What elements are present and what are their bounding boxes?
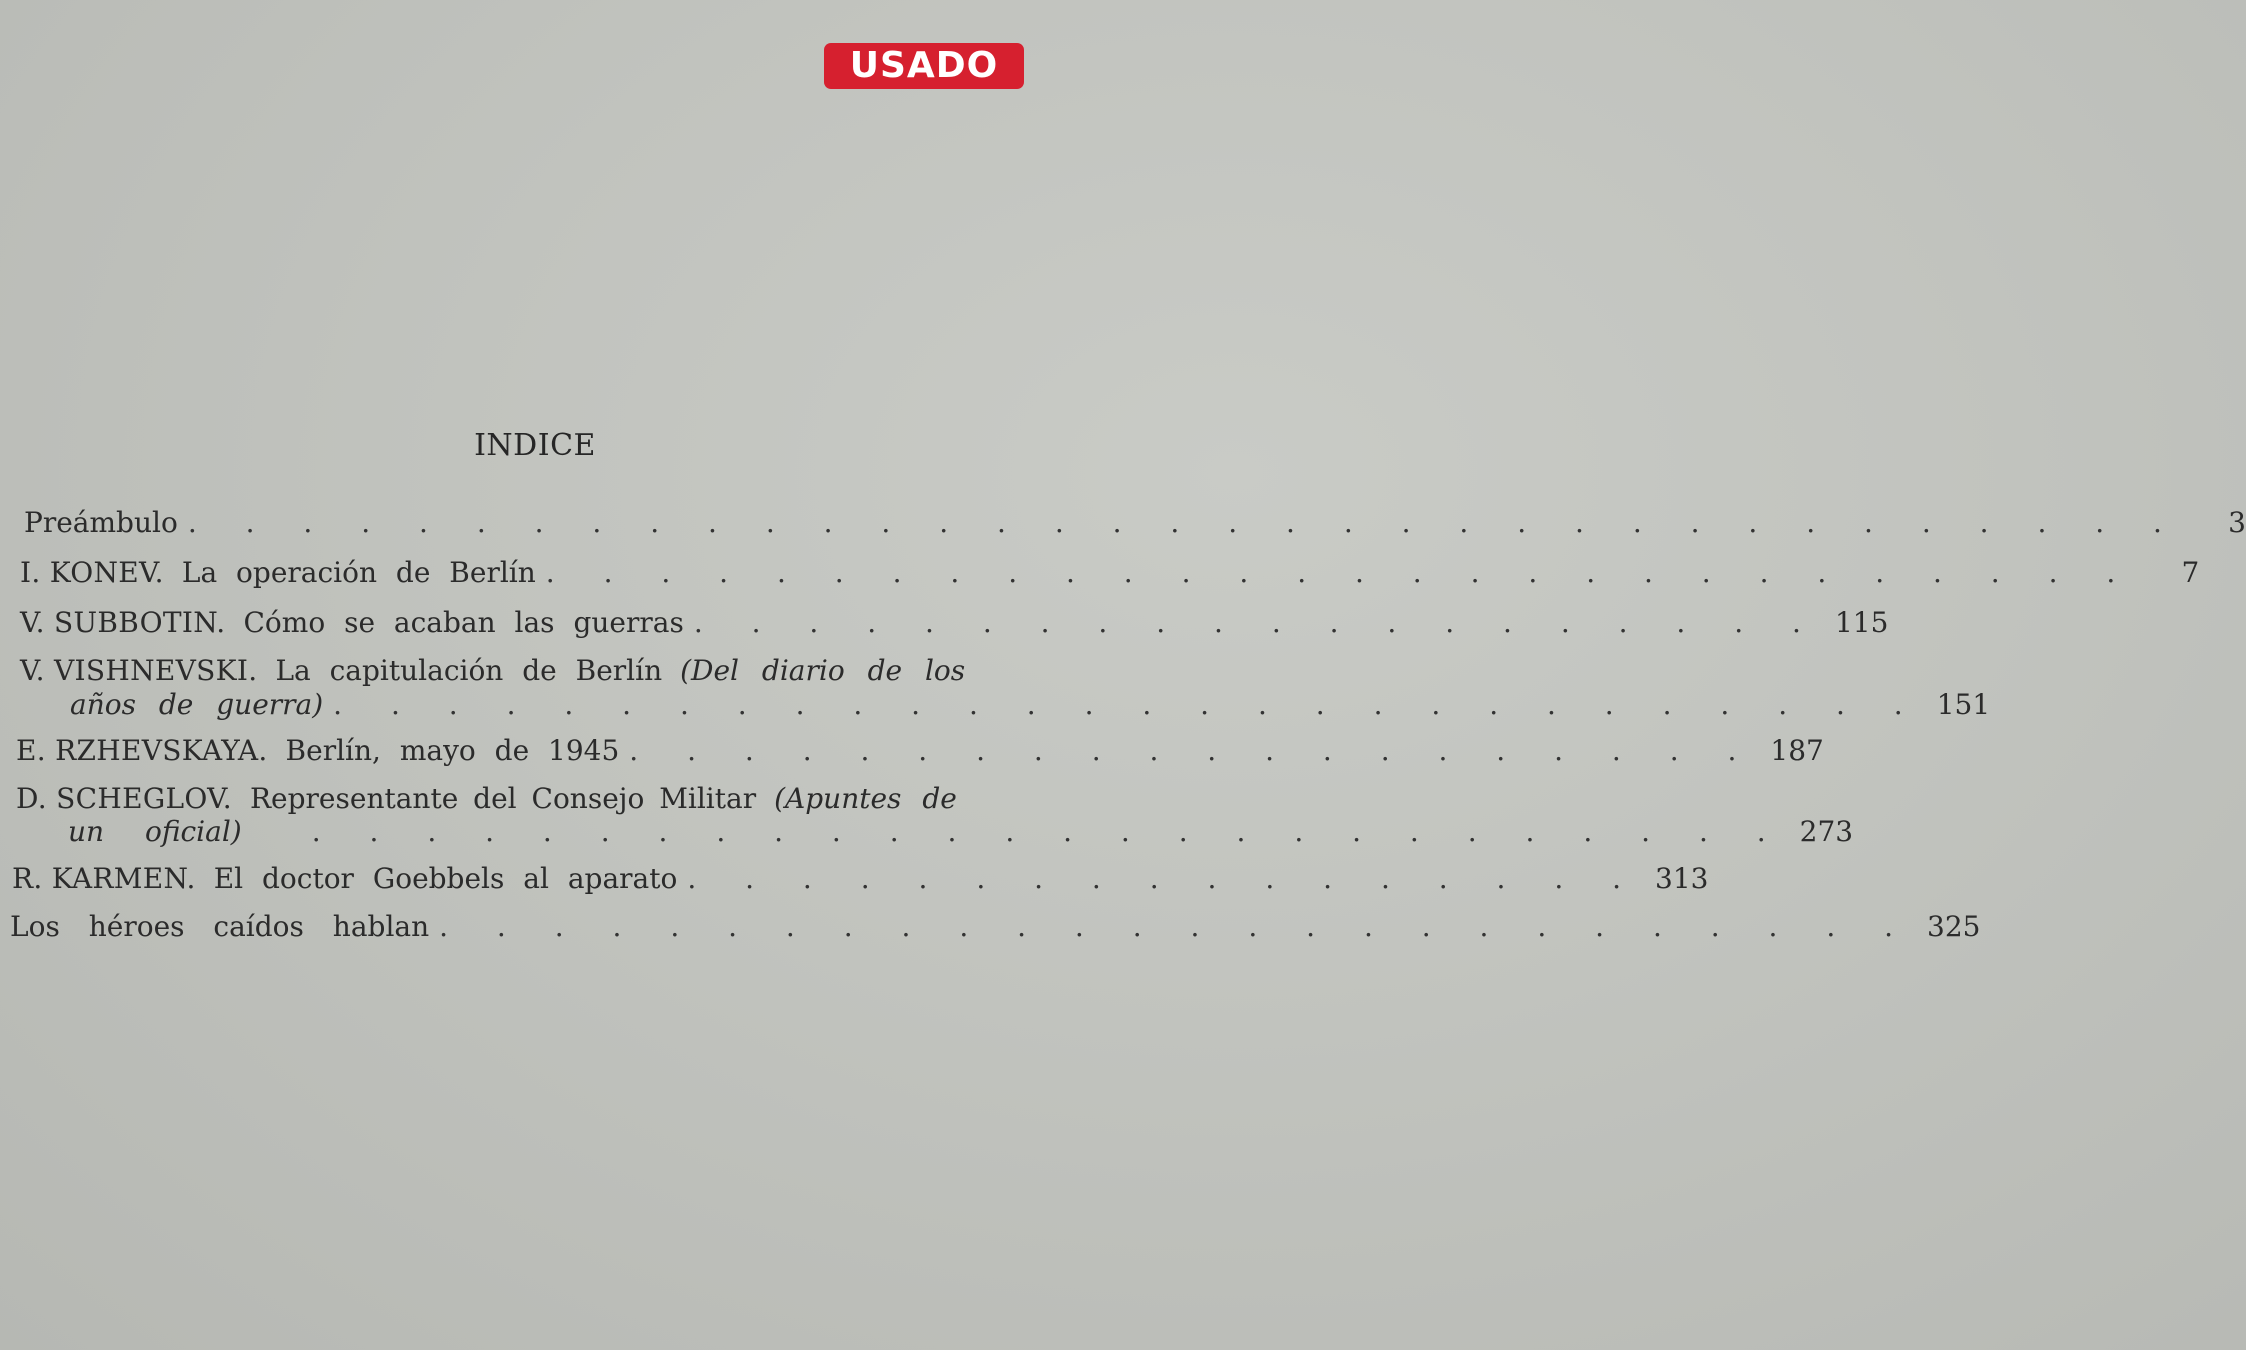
toc-entry-page: 187: [1770, 734, 1824, 767]
toc-entry-page: 313: [1655, 862, 1709, 895]
toc-entry-page: 325: [1927, 910, 1981, 943]
toc-entry-author: V. SUBBOTIN.: [20, 606, 226, 639]
toc-entry-rzhevskaya[interactable]: [16, 734, 1824, 768]
toc-entry-title: Preámbulo: [24, 506, 178, 539]
toc-entry-subbotin[interactable]: [20, 606, 1889, 640]
toc-entry-subtitle-continuation: años de guerra): [70, 688, 324, 721]
toc-entry-page: 151: [1936, 688, 1991, 721]
toc-leader-dots: . . . . . . . . . . . . . . . . . . . . . . . . . . . . . . . . . . .: [187, 506, 2182, 539]
toc-entry-subtitle: (Del diario de los: [680, 654, 966, 687]
toc-entry-page: 3: [2228, 506, 2246, 539]
used-badge: USADO: [824, 43, 1024, 89]
toc-entry-author: R. KARMEN.: [12, 862, 196, 895]
toc-entry-title: La operación de Berlín: [181, 556, 536, 589]
toc-leader-dots: . . . . . . . . . . . . . . . . . . . . . . . . . . . .: [333, 688, 1923, 721]
toc-entry-page: 273: [1799, 815, 1854, 848]
toc-entry-page: 7: [2181, 556, 2200, 589]
toc-leader-dots: . . . . . . . . . . . . . . . . . . . .: [629, 734, 1757, 767]
toc-entry-title: Cómo se acaban las guerras: [243, 606, 684, 639]
toc-leader-dots: . . . . . . . . . . . . . . . . . . . . . . . . . . . .: [545, 556, 2136, 589]
toc-entry-scheglov-continuation[interactable]: [68, 815, 1854, 849]
toc-leader-dots: . . . . . . . . . . . . . . . . . . . .: [693, 606, 1821, 639]
toc-entry-title: El doctor Goebbels al aparato: [213, 862, 678, 895]
toc-entry-preambulo[interactable]: [24, 506, 2246, 540]
toc-leader-dots: . . . . . . . . . . . . . . . . . . . . . . . . . .: [311, 815, 1786, 848]
toc-leader-dots: . . . . . . . . . . . . . . . . .: [687, 862, 1642, 895]
toc-entry-karmen[interactable]: [12, 862, 1709, 896]
toc-entry-vishnevski-continuation[interactable]: [70, 688, 1991, 722]
toc-entry-author: D. SCHEGLOV.: [16, 782, 232, 815]
toc-entry-heroes[interactable]: [10, 910, 1981, 944]
toc-entry-author: E. RZHEVSKAYA.: [16, 734, 268, 767]
toc-entry-subtitle-continuation: un oficial): [68, 815, 242, 848]
toc-entry-title: Berlín, mayo de 1945: [285, 734, 620, 767]
toc-entry-page: 115: [1834, 606, 1889, 639]
toc-entry-scheglov[interactable]: [16, 782, 976, 816]
toc-entry-subtitle: (Apuntes de: [774, 782, 957, 815]
toc-entry-konev[interactable]: [20, 556, 2200, 590]
toc-entry-author: I. KONEV.: [20, 556, 164, 589]
toc-entry-title: Los héroes caídos hablan: [10, 910, 430, 943]
toc-leader-dots: . . . . . . . . . . . . . . . . . . . . . . . . . .: [439, 910, 1914, 943]
toc-entry-author: V. VISHNEVSKI.: [20, 654, 258, 687]
page-title: INDICE: [474, 428, 596, 463]
toc-entry-vishnevski[interactable]: [20, 654, 980, 688]
toc-entry-title: Representante del Consejo Militar: [249, 782, 757, 815]
toc-entry-title: La capitulación de Berlín: [275, 654, 663, 687]
